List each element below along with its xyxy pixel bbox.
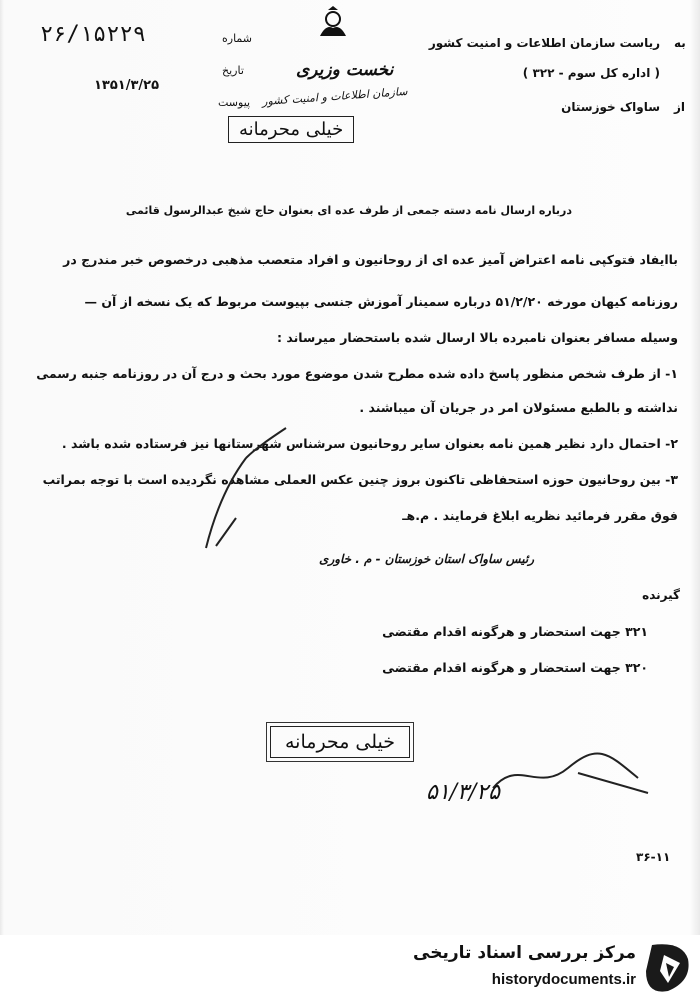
archive-logo-icon	[642, 941, 694, 995]
recipient-item-2: ۳۲۰ جهت استحضار و هرگونه اقدام مقتضی	[382, 660, 648, 675]
recipient-item-1: ۳۲۱ جهت استحضار و هرگونه اقدام مقتضی	[382, 624, 648, 639]
ministry-title: نخست وزیری	[296, 60, 394, 80]
page-code: ۳۶-۱۱	[636, 850, 671, 864]
watermark-url: historydocuments.ir	[491, 971, 636, 988]
body-line-7: ۳- بین روحانیون حوزه استحفاظی تاکنون بروز چنین عکس العملی مشاهده نگردیده است با توجه بمراتب	[42, 472, 678, 487]
date-label: تاریخ	[222, 64, 244, 77]
classification-stamp-bottom: خیلی محرمانه	[270, 726, 410, 758]
lion-and-sun-emblem	[316, 6, 350, 40]
footer	[0, 935, 700, 1004]
sender-value: ساواک خوزستان	[561, 100, 660, 114]
subject-line: درباره ارسال نامه دسته جمعی از طرف عده ای بعنوان حاج شیخ عبدالرسول قائمی	[125, 204, 572, 217]
watermark-title: مرکز بررسی اسناد تاریخی	[413, 943, 636, 963]
to-label: به	[674, 36, 686, 50]
body-line-4: ۱- از طرف شخص منظور پاسخ داده شده مطرح شدن موضوع مورد بحث و درج آن در روزنامه جنبه رسمی	[36, 366, 678, 381]
recipients-label: گیرنده	[642, 588, 680, 602]
watermark-logo	[414, 935, 694, 1001]
signature-line: رئیس ساواک استان خوزستان - م . خاوری	[319, 552, 534, 566]
recipient-line1: ریاست سازمان اطلاعات و امنیت کشور	[428, 36, 660, 50]
attachment-label: پیوست	[218, 96, 251, 109]
date-value: ۱۳۵۱/۳/۲۵	[94, 78, 160, 93]
classification-stamp: خیلی محرمانه	[228, 116, 354, 143]
handwritten-date: ۵۱/۳/۲۵	[426, 780, 500, 805]
body-line-2: روزنامه کیهان مورخه ۵۱/۲/۲۰ درباره سمینار آموزش جنسی بپیوست مربوط که یک نسخه از آن —	[84, 294, 678, 309]
from-label: از	[674, 100, 686, 114]
number-value: ۲۶/۱۵۲۲۹	[40, 22, 146, 47]
body-line-3: وسیله مسافر بعنوان نامبرده بالا ارسال شده باستحضار میرساند :	[277, 330, 678, 345]
body-line-1: باایفاد فتوکپی نامه اعتراض آمیز عده ای از روحانیون و افراد متعصب مذهبی درخصوص خبر مندرج در	[63, 252, 678, 267]
body-line-6: ۲- احتمال دارد نظیر همین نامه بعنوان سایر روحانیون سرشناس شهرستانها نیز فرستاده شده باشد .	[61, 436, 678, 451]
body-line-8: فوق مقرر فرمائید نظریه ابلاغ فرمایند . م.هـ	[402, 508, 678, 523]
number-label: شماره	[222, 32, 253, 45]
body-line-5: نداشته و بالطبع مسئولان امر در جریان آن میباشند .	[359, 400, 678, 415]
recipient-line2: ( اداره کل سوم - ۳۲۲ )	[522, 66, 660, 80]
organization-title: سازمان اطلاعات و امنیت کشور	[261, 84, 408, 109]
handwritten-signature	[488, 748, 658, 798]
handwritten-initials	[176, 418, 316, 558]
